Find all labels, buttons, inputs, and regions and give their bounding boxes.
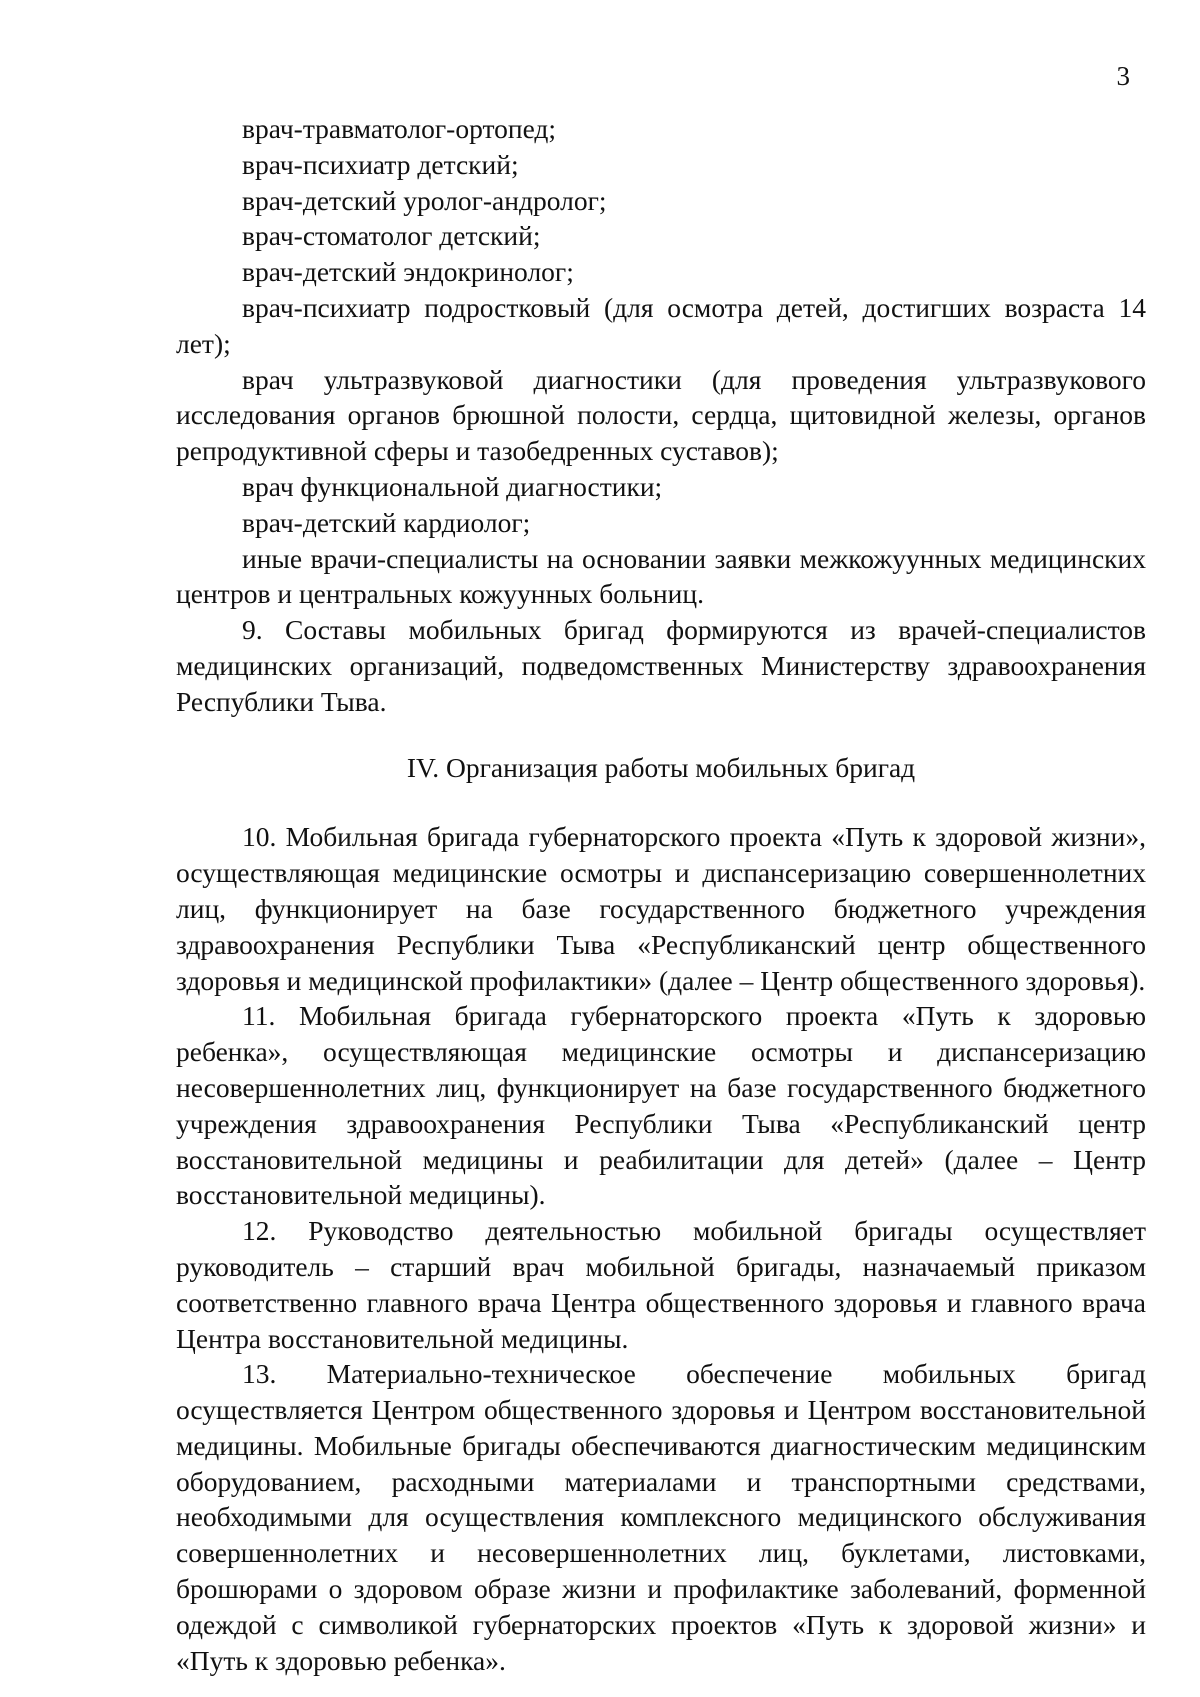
clause-11: 11. Мобильная бригада губернаторского проекта «Путь к здоровью ребенка», осуществляющая медицинские осмотры и диспансеризацию несовершеннолетних лиц, функционирует на базе государственного бюджетного учреждения здравоохранения Республики Тыва «Республиканский центр восстановительной медицины и реабилитации для детей» (далее – Центр восстановительной медицины). xyxy=(176,1000,1146,1211)
document-body xyxy=(176,111,1146,1678)
page-number: 3 xyxy=(1116,61,1130,91)
specialist-other: иные врачи-специалисты на основании заявки межкожуунных медицинских центров и центральных кожуунных больниц. xyxy=(176,542,1146,610)
specialist-item: врач-психиатр детский; xyxy=(242,148,519,180)
clause-12: 12. Руководство деятельностью мобильной бригады осуществляет руководитель – старший врач мобильной бригады, назначаемый приказом соответственно главного врача Центра общественного здоровья и главного врача Центра восстановительной медицины. xyxy=(176,1215,1146,1354)
clause-13: 13. Материально-техническое обеспечение мобильных бригад осуществляется Центром общественного здоровья и Центром восстановительной медицины. Мобильные бригады обеспечиваются диагностическим медицинским оборудованием, расходными материалами и транспортными средствами, необходимыми для осуществления комплексного медицинского обслуживания совершеннолетних и несовершеннолетних лиц, буклетами, листовками, брошюрами о здоровом образе жизни и профилактике заболеваний, форменной одеждой с символикой губернаторских проектов «Путь к здоровой жизни» и «Путь к здоровью ребенка». xyxy=(176,1358,1146,1676)
specialist-item: врач-детский эндокринолог; xyxy=(242,256,574,288)
specialist-item: врач-стоматолог детский; xyxy=(242,220,541,252)
specialist-ultrasound: врач ультразвуковой диагностики (для проведения ультразвукового исследования органов брюшной полости, сердца, щитовидной железы, органов репродуктивной сферы и тазобедренных суставов); xyxy=(176,363,1146,467)
specialist-cardiologist: врач-детский кардиолог; xyxy=(242,506,531,538)
specialist-psychiatrist-teen: врач-психиатр подростковый (для осмотра детей, достигших возраста 14 лет); xyxy=(176,291,1146,359)
section-title: IV. Организация работы мобильных бригад xyxy=(406,751,916,783)
specialist-functional: врач функциональной диагностики; xyxy=(242,470,663,502)
specialist-item: врач-травматолог-ортопед; xyxy=(242,113,557,144)
specialist-item: врач-детский уролог-андролог; xyxy=(242,184,607,216)
clause-9: 9. Составы мобильных бригад формируются из врачей-специалистов медицинских организаций, подведомственных Министерству здравоохранения Республики Тыва. xyxy=(176,614,1146,717)
clause-10: 10. Мобильная бригада губернаторского проекта «Путь к здоровой жизни», осуществляющая медицинские осмотры и диспансеризацию совершеннолетних лиц, функционирует на базе государственного бюджетного учреждения здравоохранения Республики Тыва «Республиканский центр общественного здоровья и медицинской профилактики» (далее – Центр общественного здоровья). xyxy=(176,821,1146,996)
